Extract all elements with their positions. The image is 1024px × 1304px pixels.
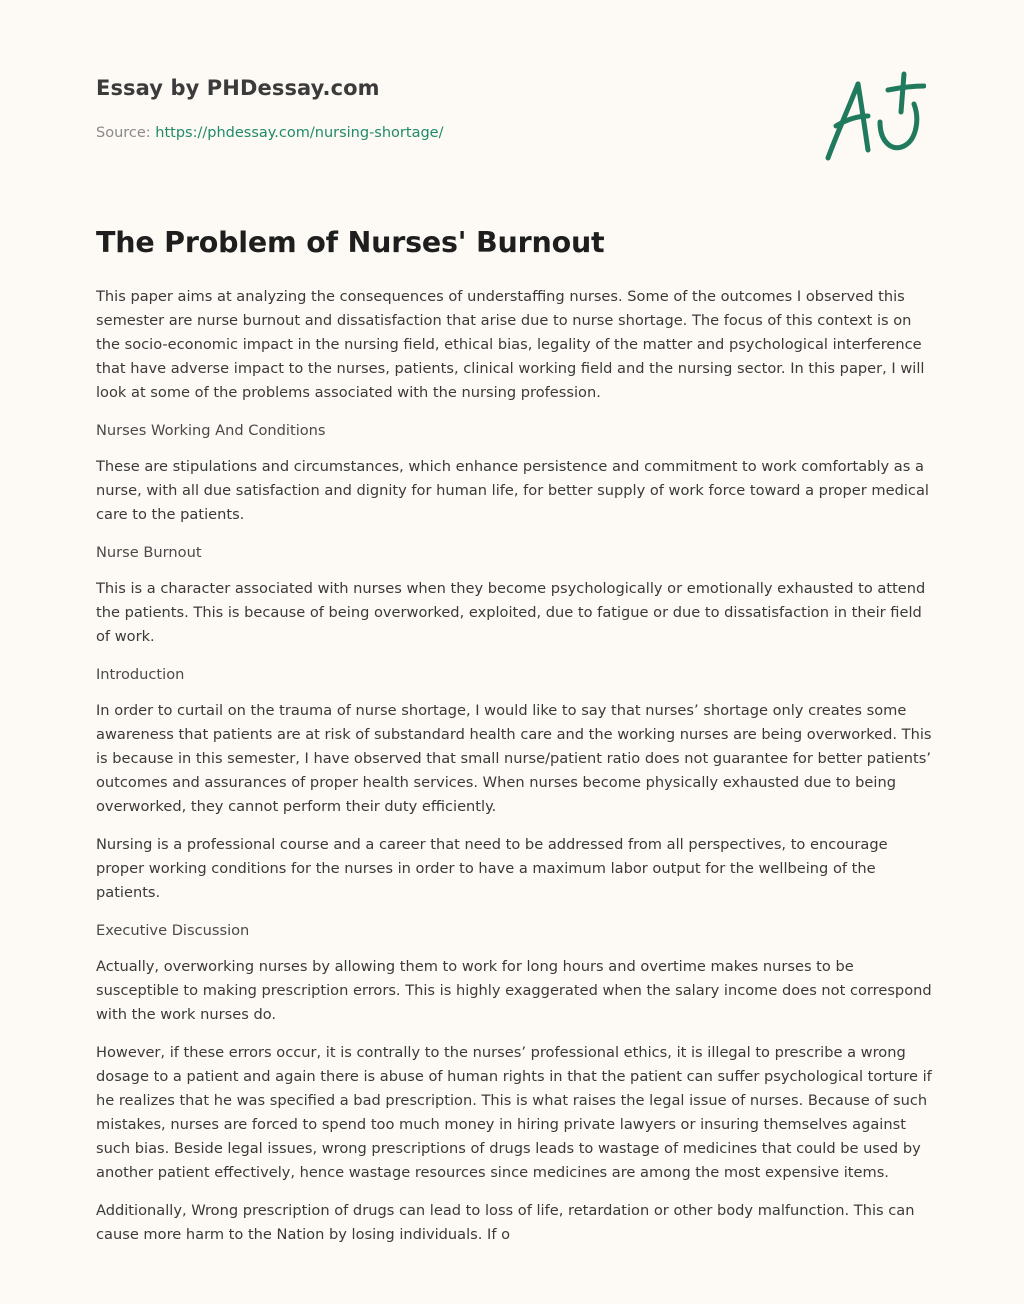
body-paragraph: However, if these errors occur, it is contrally to the nurses’ professional ethics, it is illegal to prescribe a wrong dosage to a patient and again there is abuse of human rights in that the patient can suffer psychological torture if he realizes that he was specified a bad prescription. This is what raises the legal issue of nurses. Because of such mistakes, nurses are forced to spend too much money in hiring private lawyers or insuring themselves against such bias. Beside legal issues, wrong prescriptions of drugs leads to wastage of medicines that could be used by another patient effectively, hence wastage resources since medicines are among the most expensive items. [96,1044,932,1181]
essay-body [96,285,932,1261]
essay-title: The Problem of Nurses' Burnout [96,226,605,259]
body-paragraph: Actually, overworking nurses by allowing them to work for long hours and overtime makes nurses to be susceptible to making prescription errors. This is highly exaggerated when the salary income does not correspond with the work nurses do. [96,958,932,1023]
body-paragraph: This is a character associated with nurses when they become psychologically or emotionally exhausted to attend the patients. This is because of being overworked, exploited, due to fatigue or due to dissatisfaction in their field of work. [96,580,926,645]
section-heading: Nurse Burnout [96,544,202,561]
body-paragraph: These are stipulations and circumstances, which enhance persistence and commitment to work comfortably as a nurse, with all due satisfaction and dignity for human life, for better supply of work force toward a proper medical care to the patients. [96,458,929,523]
section-heading: Introduction [96,666,185,683]
source-line [96,125,443,141]
page-header [96,76,932,176]
section-heading: Executive Discussion [96,922,250,939]
body-paragraph: Additionally, Wrong prescription of drugs can lead to loss of life, retardation or other body malfunction. This can cause more harm to the Nation by losing individuals. If o [96,1202,915,1243]
source-link[interactable]: https://phdessay.com/nursing-shortage/ [155,125,444,141]
a-plus-icon [822,70,926,164]
source-label: Source: [96,125,156,141]
body-paragraph: In order to curtail on the trauma of nurse shortage, I would like to say that nurses’ shortage only creates some awareness that patients are at risk of substandard health care and the working nurses are being overworked. This is because in this semester, I have observed that small nurse/patient ratio does not guarantee for better patients’ outcomes and assurances of proper health services. When nurses become physically exhausted due to being overworked, they cannot perform their duty efficiently. [96,702,932,815]
body-paragraph: Nursing is a professional course and a career that need to be addressed from all perspectives, to encourage proper working conditions for the nurses in order to have a maximum labor output for the wellbeing of the patients. [96,836,888,901]
body-paragraph: This paper aims at analyzing the consequences of understaffing nurses. Some of the outcomes I observed this semester are nurse burnout and dissatisfaction that arise due to nurse shortage. The focus of this context is on the socio-economic impact in the nursing field, ethical bias, legality of the matter and psychological interference that have adverse impact to the nurses, patients, clinical working field and the nursing sector. In this paper, I will look at some of the problems associated with the nursing profession. [96,288,925,401]
site-title: Essay by PHDessay.com [96,76,380,100]
section-heading: Nurses Working And Conditions [96,422,326,439]
